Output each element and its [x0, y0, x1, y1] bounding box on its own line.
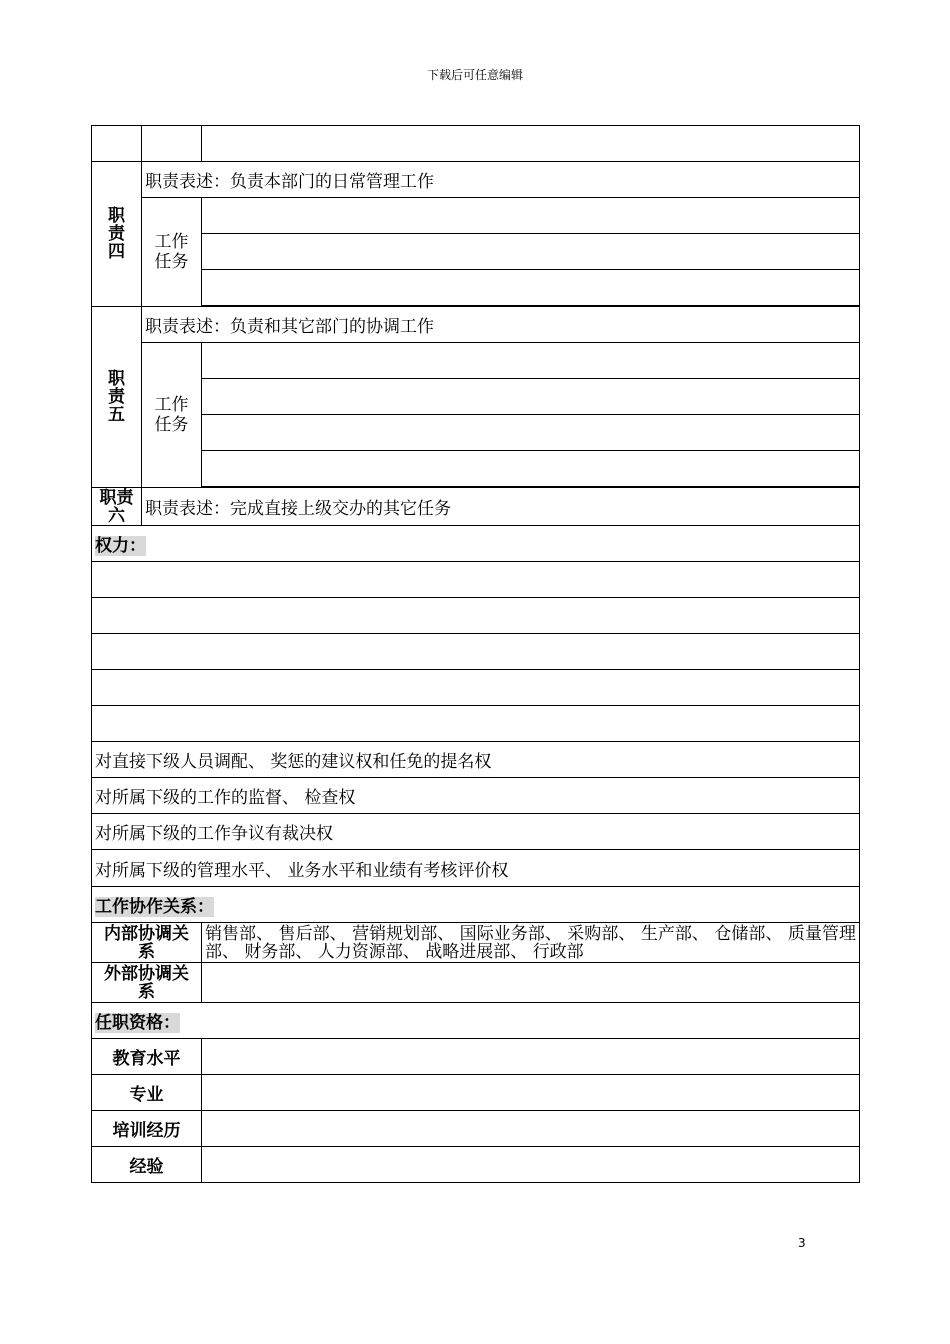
duty6-label: 职责 六	[92, 488, 142, 526]
duty6-desc: 职责表述：完成直接上级交办的其它任务	[142, 488, 860, 526]
relations-title-row	[92, 887, 860, 923]
duty4-task-row	[92, 198, 860, 234]
duty5-task-cell	[202, 415, 860, 451]
qualification-label: 专业	[92, 1075, 202, 1111]
authority-item-row	[92, 742, 860, 778]
duty5-task-row	[92, 379, 860, 415]
duty4-label: 职 责 四	[92, 162, 142, 307]
duty5-task-row	[92, 343, 860, 379]
duty5-task-row	[92, 415, 860, 451]
qualification-value	[202, 1039, 860, 1075]
qualification-row	[92, 1039, 860, 1075]
authority-item: 对直接下级人员调配、 奖惩的建议权和任免的提名权	[92, 742, 860, 778]
duty5-task-cell	[202, 379, 860, 415]
duty4-task-row	[92, 234, 860, 270]
authority-empty-row	[92, 634, 860, 670]
authority-title: 权力：	[95, 536, 146, 556]
authority-empty-row	[92, 670, 860, 706]
duty4-task-cell	[202, 234, 860, 270]
duty4-task-cell	[202, 198, 860, 234]
qualification-row	[92, 1075, 860, 1111]
relations-title: 工作协作关系：	[95, 897, 214, 917]
qualification-value	[202, 1147, 860, 1183]
duty4-desc: 职责表述：负责本部门的日常管理工作	[142, 162, 860, 198]
duty5-desc: 职责表述：负责和其它部门的协调工作	[142, 307, 860, 343]
authority-item: 对所属下级的管理水平、 业务水平和业绩有考核评价权	[92, 850, 860, 887]
authority-empty-row	[92, 598, 860, 634]
internal-relations-row	[92, 923, 860, 963]
qualification-row	[92, 1111, 860, 1147]
duty5-task-label: 工作 任务	[142, 343, 202, 488]
authority-item-row	[92, 814, 860, 850]
duty4-task-row	[92, 270, 860, 306]
page-number: 3	[798, 1236, 806, 1250]
duty4-desc-row	[92, 162, 860, 198]
external-relations-row	[92, 963, 860, 1003]
internal-relations-value: 销售部、 售后部、 营销规划部、 国际业务部、 采购部、 生产部、 仓储部、 质量管理部、 财务部、 人力资源部、 战略进展部、 行政部	[202, 923, 860, 963]
header-note: 下载后可任意编辑	[426, 68, 523, 82]
duty5-label: 职 责 五	[92, 307, 142, 488]
table-row-empty-top	[92, 126, 860, 162]
authority-item-row	[92, 778, 860, 814]
authority-title-row	[92, 526, 860, 562]
qualifications-title: 任职资格：	[95, 1013, 180, 1033]
duty5-desc-row	[92, 307, 860, 343]
external-relations-value	[202, 963, 860, 1003]
duty6-row	[92, 488, 860, 526]
duty5-task-row	[92, 451, 860, 487]
external-relations-label: 外部协调关 系	[92, 963, 202, 1003]
qualification-label: 教育水平	[92, 1039, 202, 1075]
authority-empty-row	[92, 706, 860, 742]
authority-item-row	[92, 850, 860, 887]
qualification-label: 培训经历	[92, 1111, 202, 1147]
job-description-table	[91, 125, 860, 1183]
qualification-value	[202, 1075, 860, 1111]
duty5-task-cell	[202, 451, 860, 487]
qualification-value	[202, 1111, 860, 1147]
duty4-task-cell	[202, 270, 860, 306]
duty5-task-cell	[202, 343, 860, 379]
qualification-label: 经验	[92, 1147, 202, 1183]
duty4-task-label: 工作 任务	[142, 198, 202, 307]
authority-item: 对所属下级的工作争议有裁决权	[92, 814, 860, 850]
authority-item: 对所属下级的工作的监督、 检查权	[92, 778, 860, 814]
internal-relations-label: 内部协调关 系	[92, 923, 202, 963]
qualification-row	[92, 1147, 860, 1183]
authority-empty-row	[92, 562, 860, 598]
qualifications-title-row	[92, 1003, 860, 1039]
